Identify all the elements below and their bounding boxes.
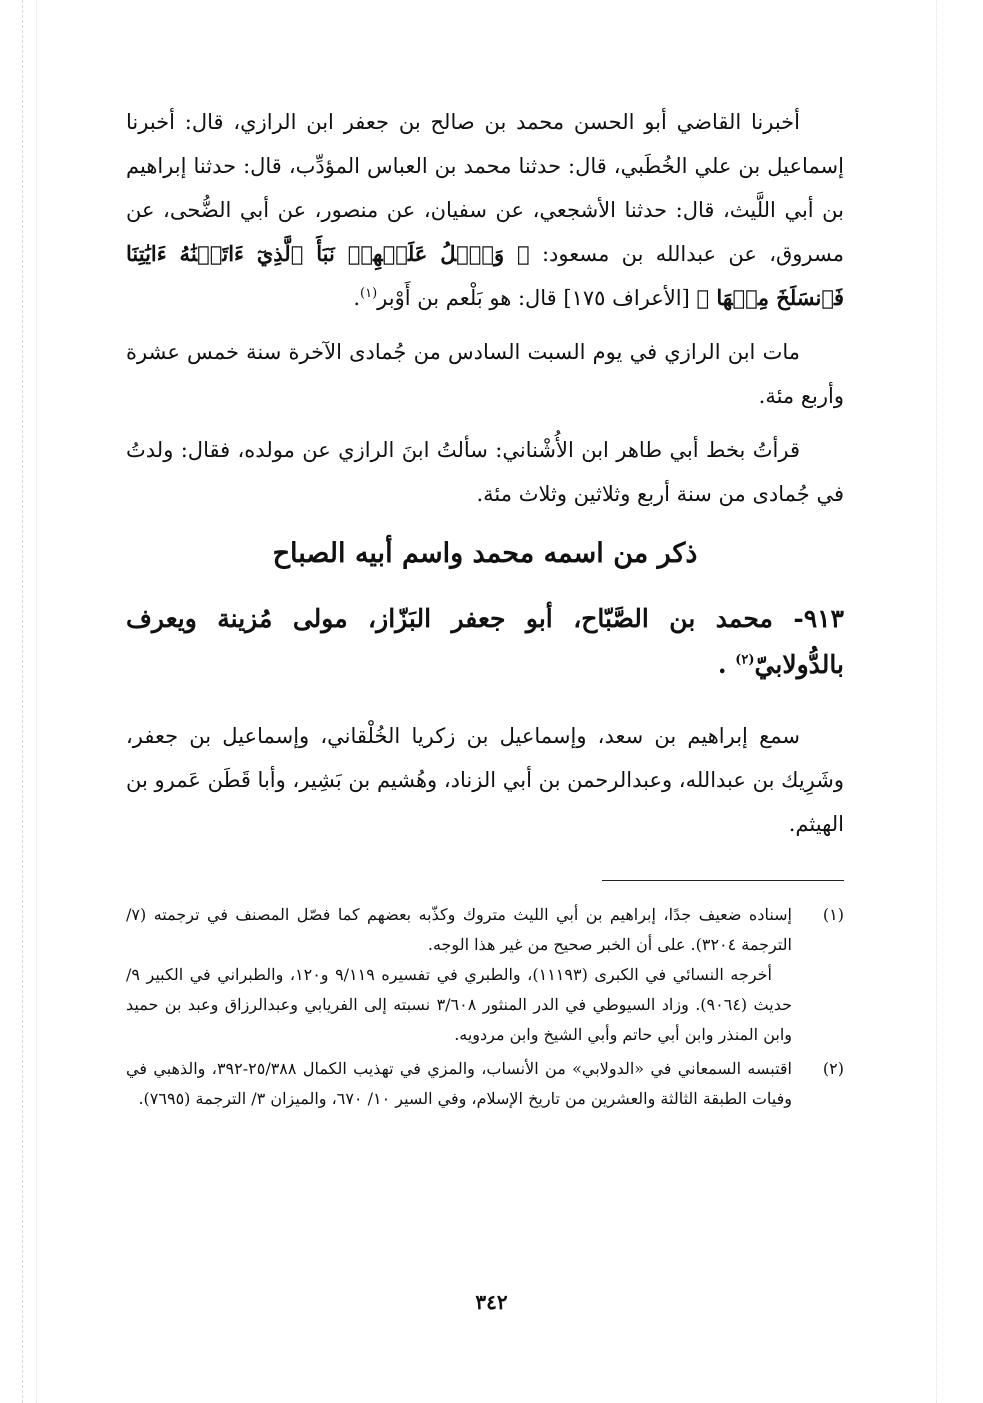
page-number: ٣٤٢ [475,1290,508,1314]
paragraph-isnad [126,100,844,320]
footnote-body [126,900,792,1050]
footnote-number: (١) [822,905,844,924]
footnote-separator [602,880,844,881]
biography-heading [126,596,844,688]
paragraph-birth: قرأتُ بخط أبي طاهر ابن الأُشْناني: سألتُ ابنَ الرازي عن مولده، فقال: ولدتُ في جُمادى من سنة أربع وثلاثين وثلاث مئة. [126,438,844,506]
footnote-text: أخرجه النسائي في الكبرى (١١١٩٣)، والطبري في تفسيره ٩/١١٩ و١٢٠، والطبراني في الكبير ٩/ حديث (٩٠٦٤). وزاد السيوطي في الدر المنثور ٣/٦٠٨ نسبته إلى الفريابي وعبدالرزاق وعبد بن حميد وابن المنذر وابن أبي حاتم وأبي الشيخ وابن مردويه. [126,965,793,1044]
sentence-end: . [717,650,727,679]
section-title: ذكر من اسمه محمد واسم أبيه الصباح [272,538,698,569]
quran-verse: ﴿ وَٱتۡلُ عَلَيۡهِمۡ نَبَأَ ٱلَّذِيٓ ءَاتَيۡنَٰهُ ءَايَٰتِنَا فَٱنسَلَخَ مِنۡهَا ﴾ [126,241,844,310]
paragraph-teachers: سمع إبراهيم بن سعد، وإسماعيل بن زكريا الخُلْقاني، وإسماعيل بن جعفر، وشَرِيك بن عبدالله، وعبدالرحمن بن أبي الزناد، وهُشيم بن بَشِير، وأبا قَطَن عَمرو بن الهيثم. [126,724,844,836]
footnotes [126,900,844,1118]
footnote-body [126,1054,792,1114]
footnote-text: إسناده ضعيف جدًا، إبراهيم بن أبي الليث متروك وكذّبه بعضهم كما فصّل المصنف في ترجمته (٧/ الترجمة ٣٢٠٤). على أن الخبر صحيح من غير هذا الوجه. [126,905,792,954]
main-text [126,100,844,856]
verse-reference: [الأعراف ١٧٥] قال: هو بَلْعم بن أَوْبر [377,286,690,310]
scan-edge-mark [36,0,37,1403]
footnote-marker: (١) [360,286,378,301]
scan-edge-mark [22,0,23,1403]
footnote [126,1054,844,1114]
footnote-marker: (٢) [735,652,755,668]
footnote [126,900,844,1050]
paragraph-text: أخبرنا القاضي أبو الحسن محمد بن صالح بن جعفر ابن الرازي، قال: أخبرنا إسماعيل بن علي الخُطَبي، قال: حدثنا محمد بن العباس المؤدِّب، قال: حدثنا إبراهيم بن أبي اللَّيث، قال: حدثنا الأشجعي، عن سفيان، عن منصور، عن أبي الضُّحى، عن مسروق، عن عبدالله بن مسعود: [126,110,844,266]
scan-edge-mark [936,0,937,1403]
biography-heading-text: ٩١٣- محمد بن الصَّبّاح، أبو جعفر البَزّاز، مولى مُزينة ويعرف بالدُّولابيّ [126,604,844,679]
sentence-end: . [353,286,361,310]
paragraph-death: مات ابن الرازي في يوم السبت السادس من جُمادى الآخرة سنة خمس عشرة وأربع مئة. [126,340,844,408]
footnote-number: (٢) [822,1059,844,1078]
footnote-text: اقتبسه السمعاني في «الدولابي» من الأنساب، والمزي في تهذيب الكمال ٢٥/٣٨٨-٣٩٢، والذهبي في وفيات الطبقة الثالثة والعشرين من تاريخ الإسلام، وفي السير ١٠/ ٦٧٠، والميزان ٣/ الترجمة (٧٦٩٥). [126,1059,792,1108]
